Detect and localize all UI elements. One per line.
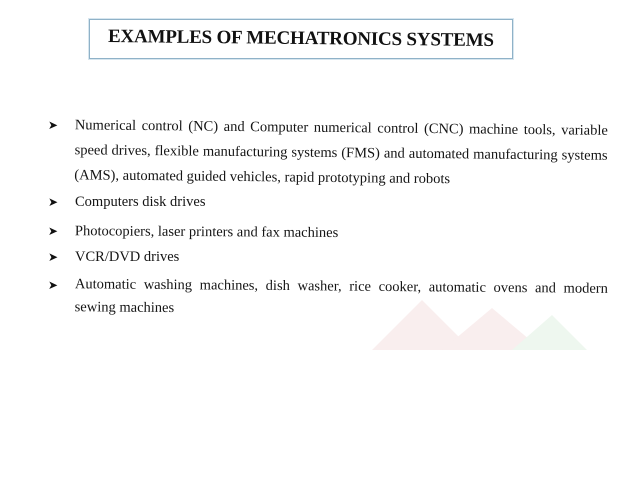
list-item-text: Numerical control (NC) and Computer numerical control (CNC) machine tools, variable speed drives, flexible manufacturing systems (FMS) and automated manufacturing systems (AMS), automated guided vehicles, rapid prototyping and robots [74, 117, 608, 188]
list-item [48, 190, 608, 215]
list-item [47, 113, 608, 194]
list-item-text: Photocopiers, laser printers and fax machines [74, 223, 339, 242]
page-title: EXAMPLES OF MECHATRONICS SYSTEMS [107, 25, 494, 52]
examples-list [48, 113, 608, 319]
list-item-text: Computers disk drives [75, 194, 206, 210]
list-item [48, 273, 608, 324]
title-box [89, 19, 513, 59]
arrow-bullet-icon: ➤ [47, 117, 59, 133]
list-item-text: Automatic washing machines, dish washer, rice cooker, automatic ovens and modern sewing machines [74, 276, 608, 317]
arrow-bullet-icon: ➤ [48, 195, 59, 209]
list-item [48, 245, 608, 270]
arrow-bullet-icon: ➤ [48, 250, 59, 264]
arrow-bullet-icon: ➤ [47, 277, 59, 293]
arrow-bullet-icon: ➤ [47, 223, 59, 239]
list-item [48, 219, 608, 248]
list-item-text: VCR/DVD drives [75, 249, 180, 265]
